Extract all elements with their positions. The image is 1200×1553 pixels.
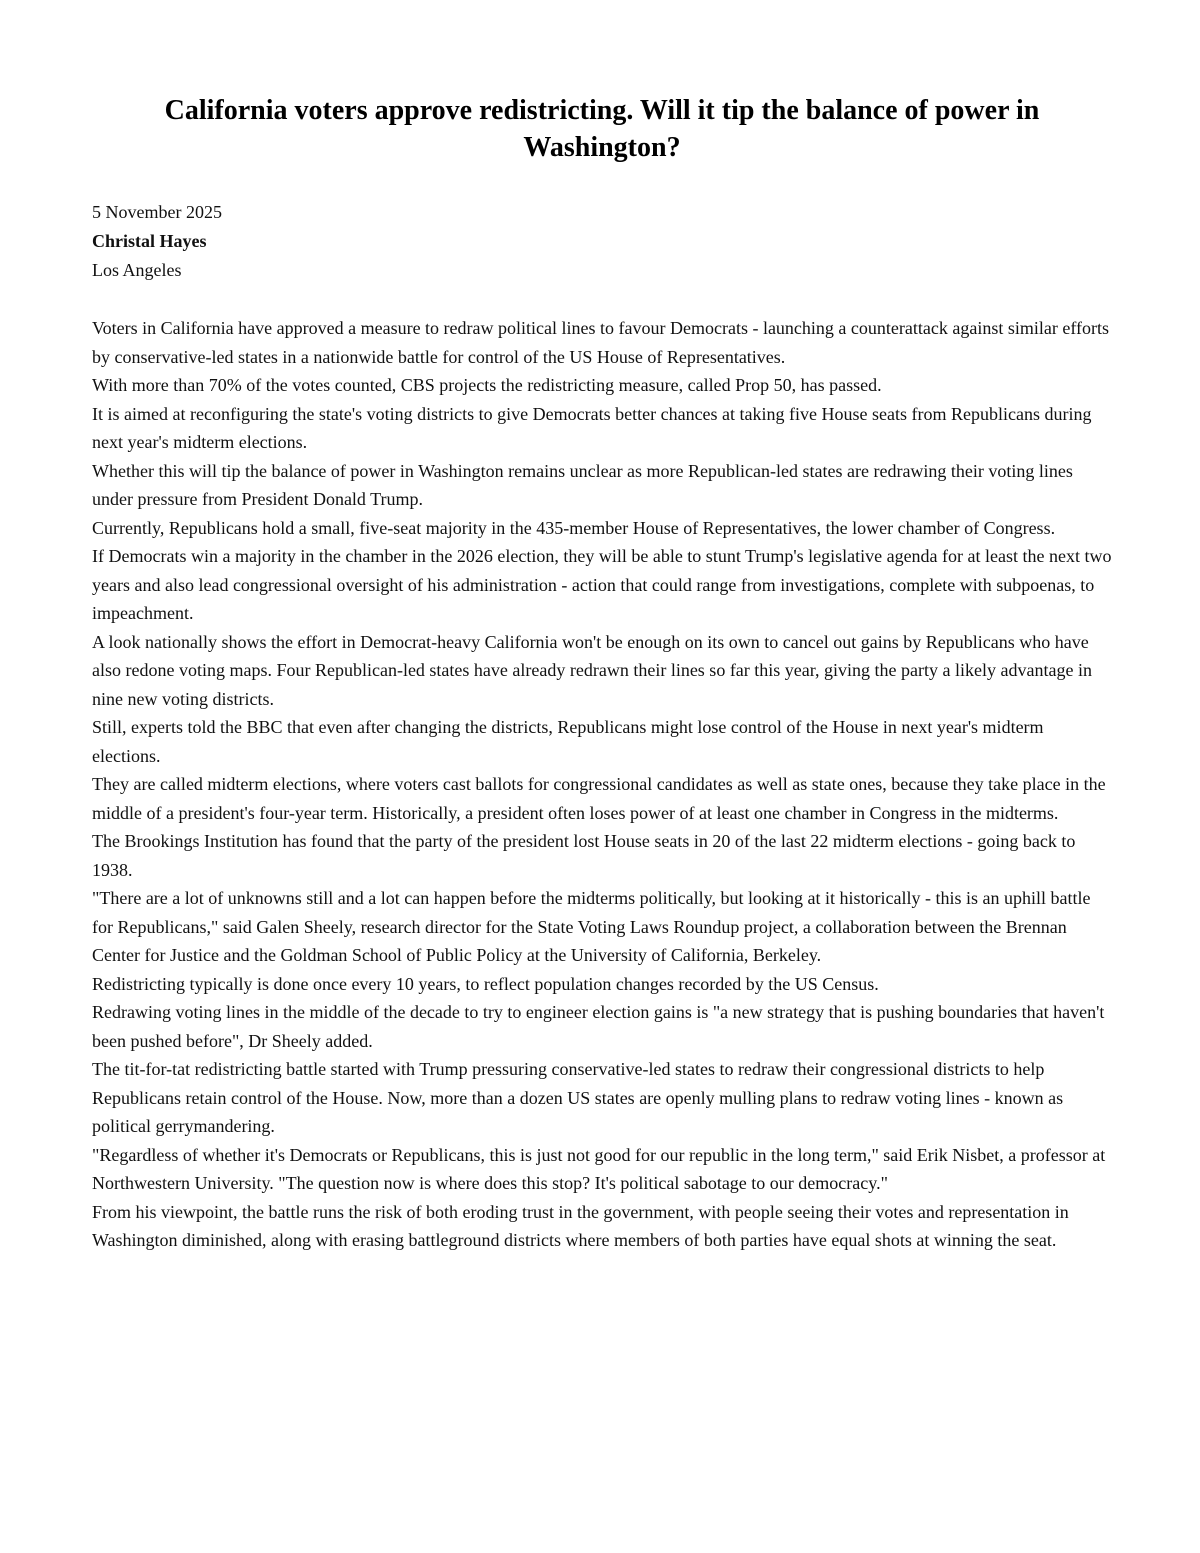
author-name: Christal Hayes (92, 231, 207, 251)
paragraph: The Brookings Institution has found that the party of the president lost House seats in 20 of the last 22 midterm elections - going back to 1938. (92, 831, 1076, 880)
article (92, 92, 1112, 1255)
article-body (92, 314, 1112, 1255)
paragraph: Whether this will tip the balance of power in Washington remains unclear as more Republican-led states are redrawing their voting lines under pressure from President Donald Trump. (92, 460, 1073, 509)
paragraph: A look nationally shows the effort in Democrat-heavy California won't be enough on its own to cancel out gains by Republicans who have also redone voting maps. Four Republican-led states have already redrawn their lines so far this year, giving the party a likely advantage in nine new voting districts. (92, 631, 1092, 709)
paragraph: The tit-for-tat redistricting battle started with Trump pressuring conservative-led states to redraw their congressional districts to help Republicans retain control of the House. Now, more than a dozen US states are openly mulling plans to redraw voting lines - known as political gerrymandering. (92, 1059, 1064, 1136)
paragraph: "Regardless of whether it's Democrats or Republicans, this is just not good for our republic in the long term," said Erik Nisbet, a professor at Northwestern University. "The question now is where does this stop? It's political sabotage to our democracy." (92, 1144, 1106, 1193)
dateline-location: Los Angeles (92, 260, 182, 280)
article-meta (92, 198, 1112, 285)
article-title: California voters approve redistricting. Will it tip the balance of power in Washington? (164, 95, 1040, 163)
publish-date: 5 November 2025 (92, 202, 222, 222)
paragraph: Still, experts told the BBC that even after changing the districts, Republicans might lose control of the House in next year's midterm elections. (92, 717, 1044, 766)
paragraph: Currently, Republicans hold a small, five-seat majority in the 435-member House of Representatives, the lower chamber of Congress. (92, 517, 1056, 538)
paragraph: Redistricting typically is done once every 10 years, to reflect population changes recorded by the US Census. (92, 973, 879, 994)
paragraph: It is aimed at reconfiguring the state's voting districts to give Democrats better chances at taking five House seats from Republicans during next year's midterm elections. (92, 403, 1092, 452)
paragraph: Redrawing voting lines in the middle of the decade to try to engineer election gains is "a new strategy that is pushing boundaries that haven't been pushed before", Dr Sheely added. (92, 1002, 1105, 1051)
paragraph: If Democrats win a majority in the chamber in the 2026 election, they will be able to stunt Trump's legislative agenda for at least the next two years and also lead congressional oversight of his administration - action that could range from investigations, complete with subpoenas, to impeachment. (92, 546, 1112, 623)
paragraph: With more than 70% of the votes counted, CBS projects the redistricting measure, called Prop 50, has passed. (92, 375, 882, 395)
paragraph: From his viewpoint, the battle runs the risk of both eroding trust in the government, with people seeing their votes and representation in Washington diminished, along with erasing battleground districts where members of both parties have equal shots at winning the seat. (92, 1201, 1069, 1250)
paragraph: They are called midterm elections, where voters cast ballots for congressional candidates as well as state ones, because they take place in the middle of a president's four-year term. Historically, a president often loses power of at least one chamber in Congress in the midterms. (92, 774, 1106, 823)
paragraph: Voters in California have approved a measure to redraw political lines to favour Democrats - launching a counterattack against similar efforts by conservative-led states in a nationwide battle for control of the US House of Representatives. (92, 318, 1109, 367)
paragraph: "There are a lot of unknowns still and a lot can happen before the midterms politically, but looking at it historically - this is an uphill battle for Republicans," said Galen Sheely, research director for the State Voting Laws Roundup project, a collaboration between the Brennan Center for Justice and the Goldman School of Public Policy at the University of California, Berkeley. (92, 888, 1091, 965)
